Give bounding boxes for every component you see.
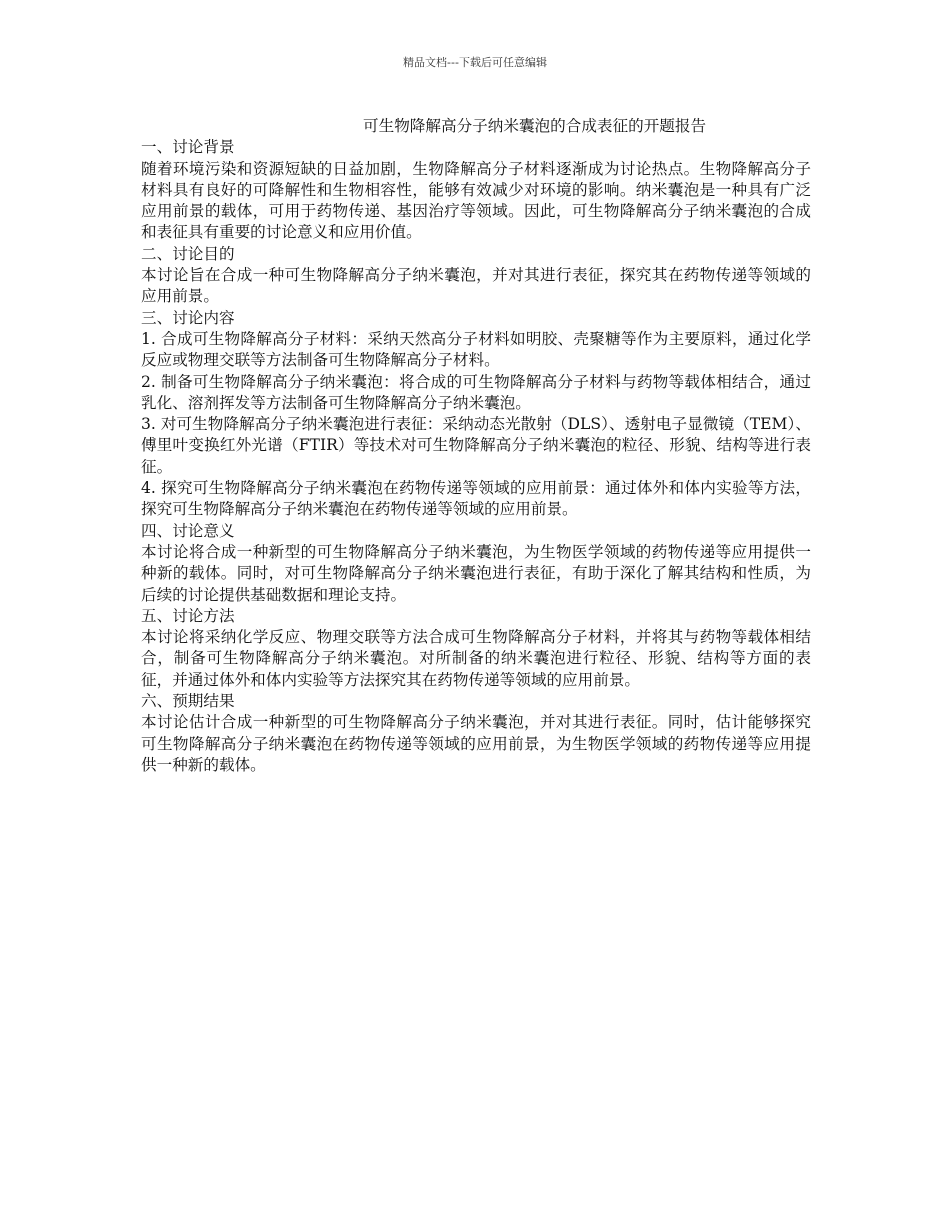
section-paragraph: 随着环境污染和资源短缺的日益加剧，生物降解高分子材料逐渐成为讨论热点。生物降解高分子材料具有良好的可降解性和生物相容性，能够有效减少对环境的影响。纳米囊泡是一种具有广泛应用前景的载体，可用于药物传递、基因治疗等领域。因此，可生物降解高分子纳米囊泡的合成和表征具有重要的讨论意义和应用价值。 xyxy=(141,159,811,242)
content-item-1: 1. 合成可生物降解高分子材料：采纳天然高分子材料如明胶、壳聚糖等作为主要原料，通过化学反应或物理交联等方法制备可生物降解高分子材料。 xyxy=(141,329,811,370)
document-title: 可生物降解高分子纳米囊泡的合成表征的开题报告 xyxy=(363,117,707,135)
section-paragraph: 本讨论旨在合成一种可生物降解高分子纳米囊泡，并对其进行表征，探究其在药物传递等领域的应用前景。 xyxy=(141,266,811,306)
content-item-2: 2. 制备可生物降解高分子纳米囊泡：将合成的可生物降解高分子材料与药物等载体相结合，通过乳化、溶剂挥发等方法制备可生物降解高分子纳米囊泡。 xyxy=(141,372,811,412)
section-heading-expected-results: 六、预期结果 xyxy=(141,692,235,711)
section-heading-significance: 四、讨论意义 xyxy=(141,521,235,540)
section-heading-purpose: 二、讨论目的 xyxy=(141,244,235,263)
document-body xyxy=(141,116,811,776)
section-heading-background: 一、讨论背景 xyxy=(141,138,235,157)
section-heading-methods: 五、讨论方法 xyxy=(141,606,235,625)
section-paragraph: 本讨论将采纳化学反应、物理交联等方法合成可生物降解高分子材料，并将其与药物等载体相结合，制备可生物降解高分子纳米囊泡。对所制备的纳米囊泡进行粒径、形貌、结构等方面的表征，并通过体外和体内实验等方法探究其在药物传递等领域的应用前景。 xyxy=(141,628,811,689)
page-header-note: 精品文档---下载后可任意编辑 xyxy=(403,56,547,69)
section-paragraph: 本讨论将合成一种新型的可生物降解高分子纳米囊泡，为生物医学领域的药物传递等应用提供一种新的载体。同时，对可生物降解高分子纳米囊泡进行表征，有助于深化了解其结构和性质，为后续的讨论提供基础数据和理论支持。 xyxy=(141,542,811,604)
section-heading-content: 三、讨论内容 xyxy=(141,308,235,327)
content-item-4: 4. 探究可生物降解高分子纳米囊泡在药物传递等领域的应用前景：通过体外和体内实验等方法，探究可生物降解高分子纳米囊泡在药物传递等领域的应用前景。 xyxy=(141,479,811,519)
section-paragraph: 本讨论估计合成一种新型的可生物降解高分子纳米囊泡，并对其进行表征。同时，估计能够探究可生物降解高分子纳米囊泡在药物传递等领域的应用前景，为生物医学领域的药物传递等应用提供一种新的载体。 xyxy=(141,713,811,774)
content-item-3: 3. 对可生物降解高分子纳米囊泡进行表征：采纳动态光散射（DLS）、透射电子显微镜（TEM）、傅里叶变换红外光谱（FTIR）等技术对可生物降解高分子纳米囊泡的粒径、形貌、结构等进行表征。 xyxy=(141,415,811,476)
